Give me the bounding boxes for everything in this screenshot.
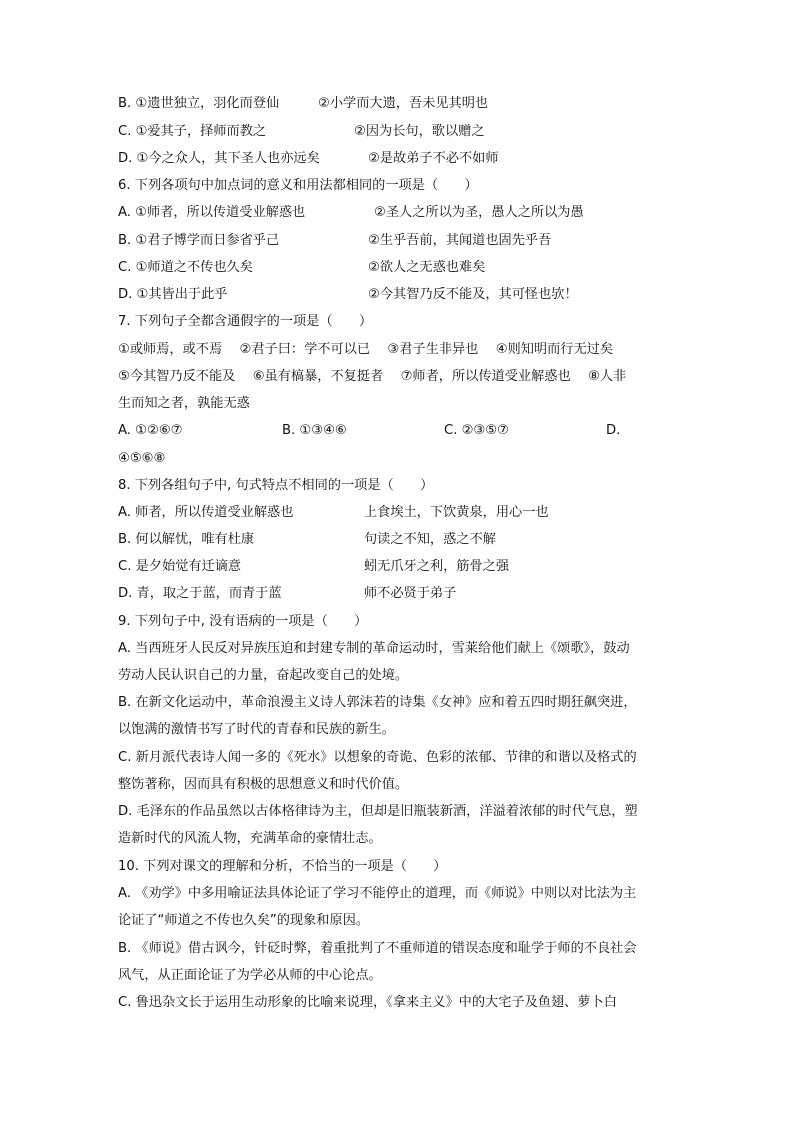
- q9-line: D. 毛泽东的作品虽然以古体格律诗为主，但却是旧瓶装新酒，洋溢着浓郁的时代气息，塑: [118, 804, 638, 819]
- q8-option-a-second: 上食埃土，下饮黄泉，用心一也: [364, 505, 549, 520]
- q9-line: C. 新月派代表诗人闻一多的《死水》以想象的奇诡、色彩的浓郁、节律的和谐以及格式的: [118, 750, 637, 765]
- q9-line: B. 在新文化运动中，革命浪漫主义诗人郭沫若的诗集《女神》应和着五四时期狂飙突进，: [118, 695, 637, 710]
- q5-option-b-first: B. ①遗世独立，羽化而登仙: [118, 96, 280, 111]
- q10-line: B. 《师说》借古讽今，针砭时弊，着重批判了不重师道的错误态度和耻学于师的不良社会: [118, 941, 637, 956]
- q6-option-d-first: D. ①其皆出于此乎: [118, 287, 228, 302]
- q7-sentence-line-3: 生而知之者，孰能无惑: [118, 396, 250, 411]
- q6-option-a-first: A. ①师者，所以传道受业解惑也: [118, 205, 306, 220]
- q5-option-c-first: C. ①爱其子，择师而教之: [118, 124, 267, 139]
- q7-option-d-value: ④⑤⑥⑧: [118, 451, 166, 466]
- q5-option-d-first: D. ①今之众人，其下圣人也亦远矣: [118, 151, 320, 166]
- q8-option-c-row: [118, 558, 510, 576]
- q6-option-c-first: C. ①师道之不传也久矣: [118, 260, 253, 275]
- q7-sentence-line-1: ①或师焉，或不焉 ②君子曰：学不可以已 ③君子生非异也 ④则知明而行无过矣: [118, 342, 614, 357]
- q9-line: 整饬著称，因而具有积极的思想意义和时代价值。: [118, 777, 409, 792]
- q6-option-d-row: [118, 286, 578, 304]
- q6-option-a-row: [118, 204, 584, 222]
- q8-option-d-second: 师不必贤于弟子: [364, 586, 457, 601]
- q8-option-b-second: 句读之不知，惑之不解: [364, 532, 496, 547]
- q8-option-b-first: B. 何以解忧，唯有杜康: [118, 532, 255, 547]
- q6-option-d-second: ②今其智乃反不能及，其可怪也欤！: [368, 287, 578, 302]
- q6-option-b-second: ②生乎吾前，其闻道也固先乎吾: [368, 233, 552, 248]
- q7-option-c: C. ②③⑤⑦: [444, 423, 509, 438]
- q10-stem: 10. 下列对课文的理解和分析，不恰当的一项是（ ）: [118, 859, 447, 874]
- q9-stem: 9. 下列句子中, 没有语病的一项是（ ）: [118, 614, 368, 629]
- q5-option-c-second: ②因为长句，歌以赠之: [354, 124, 485, 139]
- q7-option-d-label: D.: [606, 423, 621, 438]
- q10-line: C. 鲁迅杂文长于运用生动形象的比喻来说理，《拿来主义》中的大宅子及鱼翅、萝卜白: [118, 995, 617, 1010]
- q8-option-c-second: 蚓无爪牙之利，筋骨之强: [364, 559, 510, 574]
- q9-line: 劳动人民认识自己的力量，奋起改变自己的处境。: [118, 668, 409, 683]
- q5-option-b-second: ②小学而大遗，吾未见其明也: [318, 96, 489, 111]
- q6-option-a-second: ②圣人之所以为圣，愚人之所以为愚: [374, 205, 584, 220]
- q8-option-d-row: [118, 585, 457, 603]
- q9-line: A. 当西班牙人民反对异族压迫和封建专制的革命运动时，雪莱给他们献上《颂歌》，鼓动: [118, 641, 630, 656]
- q8-option-c-first: C. 是夕始觉有迁谪意: [118, 559, 242, 574]
- q6-option-c-second: ②欲人之无惑也难矣: [368, 260, 486, 275]
- q6-stem: 6. 下列各项句中加点词的意义和用法都相同的一项是（ ）: [118, 178, 478, 193]
- q7-option-a: A. ①②⑥⑦: [118, 423, 183, 438]
- q8-option-d-first: D. 青，取之于蓝，而青于蓝: [118, 586, 282, 601]
- q6-option-b-row: [118, 232, 552, 250]
- q10-line: 论证了“师道之不传也久矣”的现象和原因。: [118, 913, 370, 928]
- q6-option-c-row: [118, 259, 486, 277]
- q9-line: 造新时代的风流人物，充满革命的豪情壮志。: [118, 831, 382, 846]
- q8-option-a-row: [118, 504, 549, 522]
- q5-option-d-row: [118, 150, 499, 168]
- q7-sentence-line-2: ⑤今其智乃反不能及 ⑥虽有槁暴，不复挺者 ⑦师者，所以传道受业解惑也 ⑧人非: [118, 369, 627, 384]
- q8-option-a-first: A. 师者，所以传道受业解惑也: [118, 505, 294, 520]
- q5-option-c-row: [118, 123, 485, 141]
- q6-option-b-first: B. ①君子博学而日参省乎己: [118, 233, 280, 248]
- q7-option-b: B. ①③④⑥: [282, 423, 347, 438]
- q5-option-d-second: ②是故弟子不必不如师: [368, 151, 499, 166]
- q8-option-b-row: [118, 531, 496, 549]
- q10-line: A. 《劝学》中多用喻证法具体论证了学习不能停止的道理，而《师说》中则以对比法为主: [118, 886, 637, 901]
- q9-line: 以饱满的激情书写了时代的青春和民族的新生。: [118, 722, 395, 737]
- q8-stem: 8. 下列各组句子中, 句式特点不相同的一项是（ ）: [118, 478, 434, 493]
- q10-line: 风气，从正面论证了为学必从师的中心论点。: [118, 968, 382, 983]
- q5-option-b-row: [118, 95, 489, 113]
- q7-stem: 7. 下列句子全都含通假字的一项是（ ）: [118, 314, 373, 329]
